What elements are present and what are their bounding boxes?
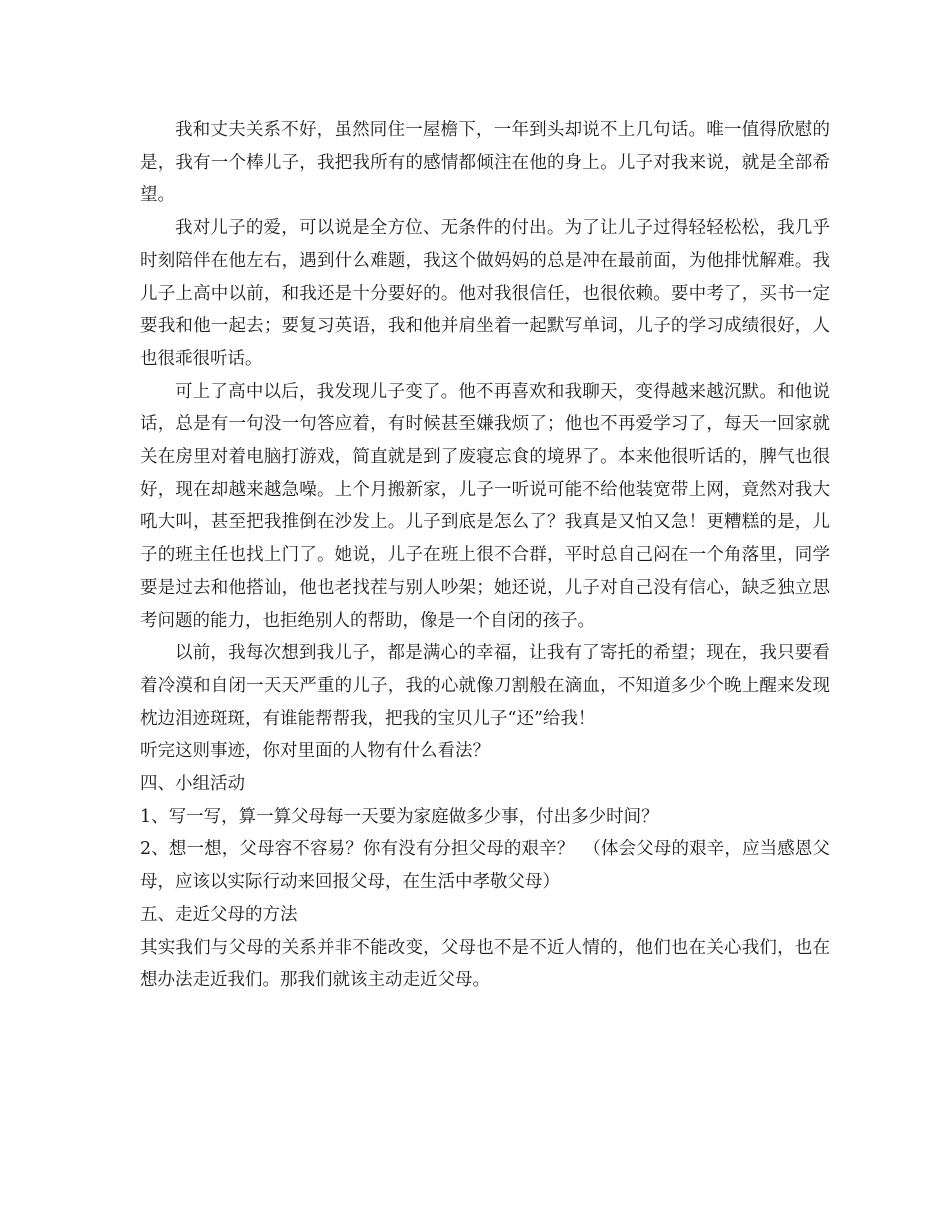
paragraph-marriage-and-son: 我和丈夫关系不好，虽然同住一屋檐下，一年到头却说不上几句话。唯一值得欣慰的是，我有一个棒儿子，我把我所有的感情都倾注在他的身上。儿子对我来说，就是全部希望。 bbox=[140, 120, 830, 206]
activity-item-2: 2、想一想，父母容不容易？你有没有分担父母的艰辛？ （体会父母的艰辛，应当感恩父母，应该以实际行动来回报父母，在生活中孝敬父母） bbox=[140, 839, 830, 893]
paragraph-son-changed: 可上了高中以后，我发现儿子变了。他不再喜欢和我聊天，变得越来越沉默。和他说话，总是有一句没一句答应着，有时候甚至嫌我烦了；他也不再爱学习了，每天一回家就关在房里对着电脑打游戏，简直就是到了废寝忘食的境界了。本来他很听话的，脾气也很好，现在却越来越急噪。上个月搬新家，儿子一听说可能不给他装宽带上网，竟然对我大吼大叫，甚至把我推倒在沙发上。儿子到底是怎么了？我真是又怕又急！更糟糕的是，儿子的班主任也找上门了。她说，儿子在班上很不合群，平时总自己闷在一个角落里，同学要是过去和他搭讪，他也老找茬与别人吵架；她还说，儿子对自己没有信心，缺乏独立思考问题的能力，也拒绝别人的帮助，像是一个自闭的孩子。 bbox=[140, 381, 830, 631]
paragraph-love-for-son: 我对儿子的爱，可以说是全方位、无条件的付出。为了让儿子过得轻轻松松，我几乎时刻陪伴在他左右，遇到什么难题，我这个做妈妈的总是冲在最前面，为他排忧解难。我儿子上高中以前，和我还是十分要好的。他对我很信任，也很依赖。要中考了，买书一定要我和他一起去；要复习英语，我和他并肩坐着一起默写单词，儿子的学习成绩很好，人也很乖很听话。 bbox=[140, 218, 830, 369]
document-body bbox=[140, 0, 830, 997]
section-heading-group-activity: 四、小组活动 bbox=[140, 774, 245, 795]
document-page bbox=[140, 0, 830, 997]
paragraph-mother-plea: 以前，我每次想到我儿子，都是满心的幸福，让我有了寄托的希望；现在，我只要看着冷漠和自闭一天天严重的儿子，我的心就像刀割般在滴血，不知道多少个晚上醒来发现枕边泪迹斑斑，有谁能帮帮我，把我的宝贝儿子“还”给我！ bbox=[140, 643, 830, 729]
discussion-question: 听完这则事迹，你对里面的人物有什么看法？ bbox=[140, 741, 490, 762]
section-heading-approach-parents: 五、走近父母的方法 bbox=[140, 904, 298, 925]
paragraph-approach-parents: 其实我们与父母的关系并非不能改变，父母也不是不近人情的，他们也在关心我们，也在想办法走近我们。那我们就该主动走近父母。 bbox=[140, 937, 830, 991]
activity-item-1: 1、写一写，算一算父母每一天要为家庭做多少事，付出多少时间？ bbox=[140, 806, 659, 827]
